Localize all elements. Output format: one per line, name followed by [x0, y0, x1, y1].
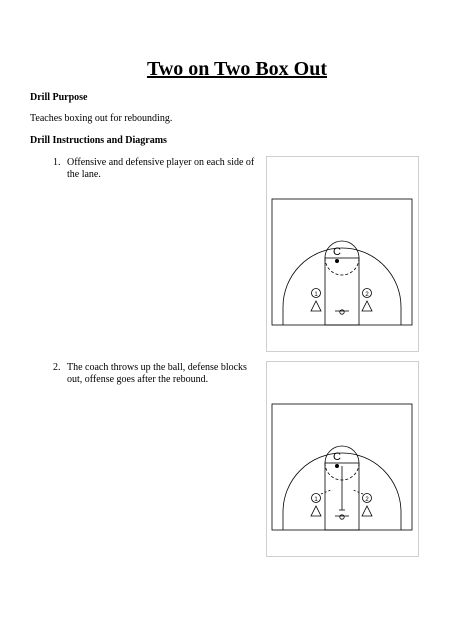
page-title: Two on Two Box Out	[146, 58, 328, 80]
step-1	[53, 157, 257, 181]
step-text-line-2: the lane.	[67, 169, 101, 180]
player-2-label: 2	[365, 497, 369, 503]
player-2	[362, 289, 372, 312]
coach-label: C	[333, 246, 341, 258]
court-diagram-2	[266, 361, 419, 557]
section-heading-drill-purpose: Drill Purpose	[30, 92, 88, 103]
section-heading-instructions: Drill Instructions and Diagrams	[30, 135, 167, 146]
step-text-line-2: out, offense goes after the rebound.	[67, 374, 209, 385]
drill-purpose-text: Teaches boxing out for rebounding.	[30, 113, 173, 124]
step-number: 1.	[53, 157, 61, 168]
player-1	[311, 289, 321, 312]
step-number: 2.	[53, 362, 61, 373]
player-1-label: 1	[314, 497, 318, 503]
player-1	[311, 494, 321, 517]
player-2	[362, 494, 372, 517]
step-2	[53, 362, 257, 386]
step-text-line-1: Offensive and defensive player on each side of	[67, 157, 255, 168]
player-2-label: 2	[365, 292, 369, 298]
court-diagram-1	[266, 156, 419, 352]
coach-label: C	[333, 451, 341, 463]
player-1-label: 1	[314, 292, 318, 298]
step-text-line-1: The coach throws up the ball, defense blocks	[67, 362, 247, 373]
